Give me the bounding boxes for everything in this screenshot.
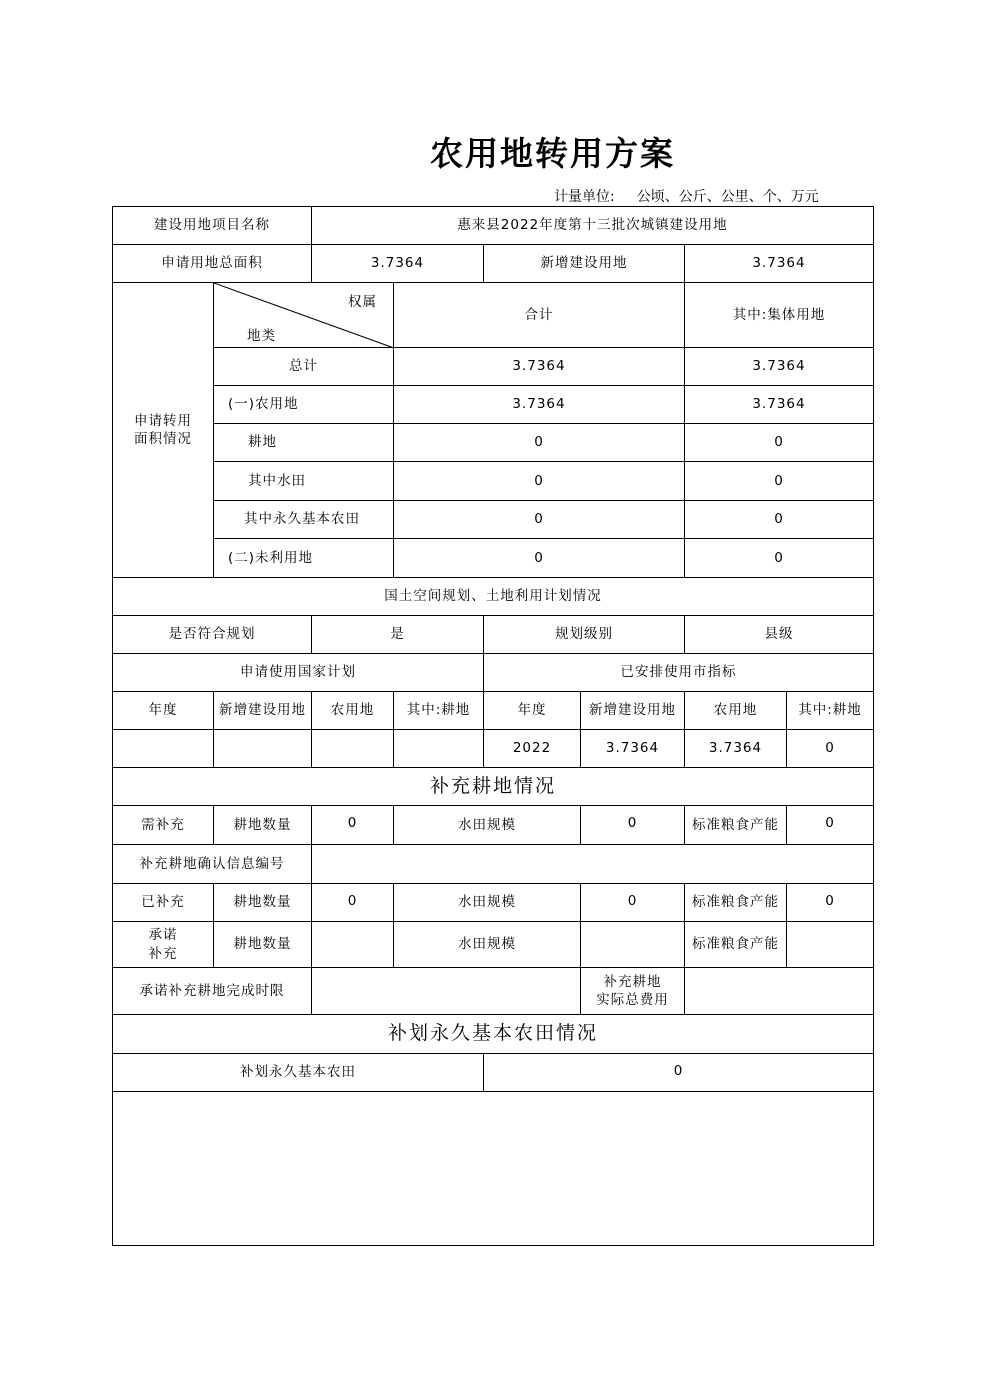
plan-header-3: 其中:耕地 (393, 691, 484, 730)
col-total-header: 合计 (393, 282, 685, 348)
row-total-collective: 3.7364 (684, 347, 874, 386)
row-cultivated-collective: 0 (684, 423, 874, 462)
promise-supplement-paddy-value (580, 921, 685, 968)
plan-value-5: 3.7364 (580, 729, 685, 768)
row-unused-collective: 0 (684, 538, 874, 578)
row-permanent-basic-total: 0 (393, 500, 685, 539)
need-supplement-grain-label: 标准粮食产能 (684, 805, 787, 845)
project-name-label: 建设用地项目名称 (112, 206, 312, 245)
basic-farmland-label: 补划永久基本农田 (112, 1053, 484, 1092)
total-area-label: 申请用地总面积 (112, 244, 312, 283)
conversion-diagonal-header (213, 282, 394, 348)
done-supplement-qty-value: 0 (311, 883, 394, 922)
need-supplement-qty-label: 耕地数量 (213, 805, 312, 845)
plan-header-0: 年度 (112, 691, 214, 730)
col-collective-header: 其中:集体用地 (684, 282, 874, 348)
unit-value: 公顷、公斤、公里、个、万元 (636, 189, 819, 205)
need-supplement-grain-value: 0 (786, 805, 874, 845)
row-farmland-label: (一)农用地 (213, 385, 394, 424)
promise-supplement-label: 承诺 补充 (112, 921, 214, 968)
confirm-number-value (311, 844, 874, 884)
row-cultivated-total: 0 (393, 423, 685, 462)
promise-supplement-grain-value (786, 921, 874, 968)
land-type-header: 地类 (247, 328, 276, 344)
done-supplement-paddy-label: 水田规模 (393, 883, 581, 922)
promise-supplement-grain-label: 标准粮食产能 (684, 921, 787, 968)
owner-header: 权属 (348, 294, 377, 310)
supplement-section-title: 补充耕地情况 (112, 767, 874, 806)
plan-value-0 (112, 729, 214, 768)
done-supplement-qty-label: 耕地数量 (213, 883, 312, 922)
promise-supplement-qty-value (311, 921, 394, 968)
plan-header-4: 年度 (483, 691, 581, 730)
plan-header-2: 农用地 (311, 691, 394, 730)
basic-farmland-section-title: 补划永久基本农田情况 (112, 1014, 874, 1054)
need-supplement-paddy-label: 水田规模 (393, 805, 581, 845)
need-supplement-label: 需补充 (112, 805, 214, 845)
conversion-section-label: 申请转用 面积情况 (112, 282, 214, 578)
plan-header-1: 新增建设用地 (213, 691, 312, 730)
project-name-value: 惠来县2022年度第十三批次城镇建设用地 (311, 206, 874, 245)
promise-supplement-paddy-label: 水田规模 (393, 921, 581, 968)
national-plan-label: 申请使用国家计划 (112, 653, 484, 692)
plan-value-3 (393, 729, 484, 768)
row-total-total: 3.7364 (393, 347, 685, 386)
row-paddy-collective: 0 (684, 461, 874, 501)
need-supplement-qty-value: 0 (311, 805, 394, 845)
deadline-label: 承诺补充耕地完成时限 (112, 967, 312, 1015)
need-supplement-paddy-value: 0 (580, 805, 685, 845)
plan-compliance-value: 是 (311, 615, 484, 654)
done-supplement-paddy-value: 0 (580, 883, 685, 922)
row-farmland-total: 3.7364 (393, 385, 685, 424)
planning-section-title: 国土空间规划、土地利用计划情况 (112, 577, 874, 616)
actual-cost-label: 补充耕地 实际总费用 (580, 967, 685, 1015)
new-construction-label: 新增建设用地 (483, 244, 685, 283)
row-farmland-collective: 3.7364 (684, 385, 874, 424)
basic-farmland-value: 0 (483, 1053, 874, 1092)
row-unused-label: (二)未利用地 (213, 538, 394, 578)
plan-compliance-label: 是否符合规划 (112, 615, 312, 654)
actual-cost-value (684, 967, 874, 1015)
confirm-number-label: 补充耕地确认信息编号 (112, 844, 312, 884)
unit-line (554, 186, 819, 206)
total-area-value: 3.7364 (311, 244, 484, 283)
row-permanent-basic-label: 其中永久基本农田 (213, 500, 394, 539)
plan-header-7: 其中:耕地 (786, 691, 874, 730)
deadline-value (311, 967, 581, 1015)
row-paddy-total: 0 (393, 461, 685, 501)
promise-supplement-qty-label: 耕地数量 (213, 921, 312, 968)
plan-header-6: 农用地 (684, 691, 787, 730)
plan-value-1 (213, 729, 312, 768)
row-permanent-basic-collective: 0 (684, 500, 874, 539)
city-quota-label: 已安排使用市指标 (483, 653, 874, 692)
page-title: 农用地转用方案 (430, 134, 675, 173)
plan-value-2 (311, 729, 394, 768)
row-cultivated-label: 耕地 (213, 423, 394, 462)
row-paddy-label: 其中水田 (213, 461, 394, 501)
done-supplement-grain-value: 0 (786, 883, 874, 922)
plan-value-4: 2022 (483, 729, 581, 768)
plan-level-label: 规划级别 (483, 615, 685, 654)
unit-label: 计量单位: (554, 189, 615, 205)
done-supplement-label: 已补充 (112, 883, 214, 922)
new-construction-value: 3.7364 (684, 244, 874, 283)
plan-value-6: 3.7364 (684, 729, 787, 768)
plan-header-5: 新增建设用地 (580, 691, 685, 730)
done-supplement-grain-label: 标准粮食产能 (684, 883, 787, 922)
row-total-label: 总计 (213, 347, 394, 386)
row-unused-total: 0 (393, 538, 685, 578)
notes-area (112, 1091, 874, 1246)
plan-level-value: 县级 (684, 615, 874, 654)
plan-value-7: 0 (786, 729, 874, 768)
